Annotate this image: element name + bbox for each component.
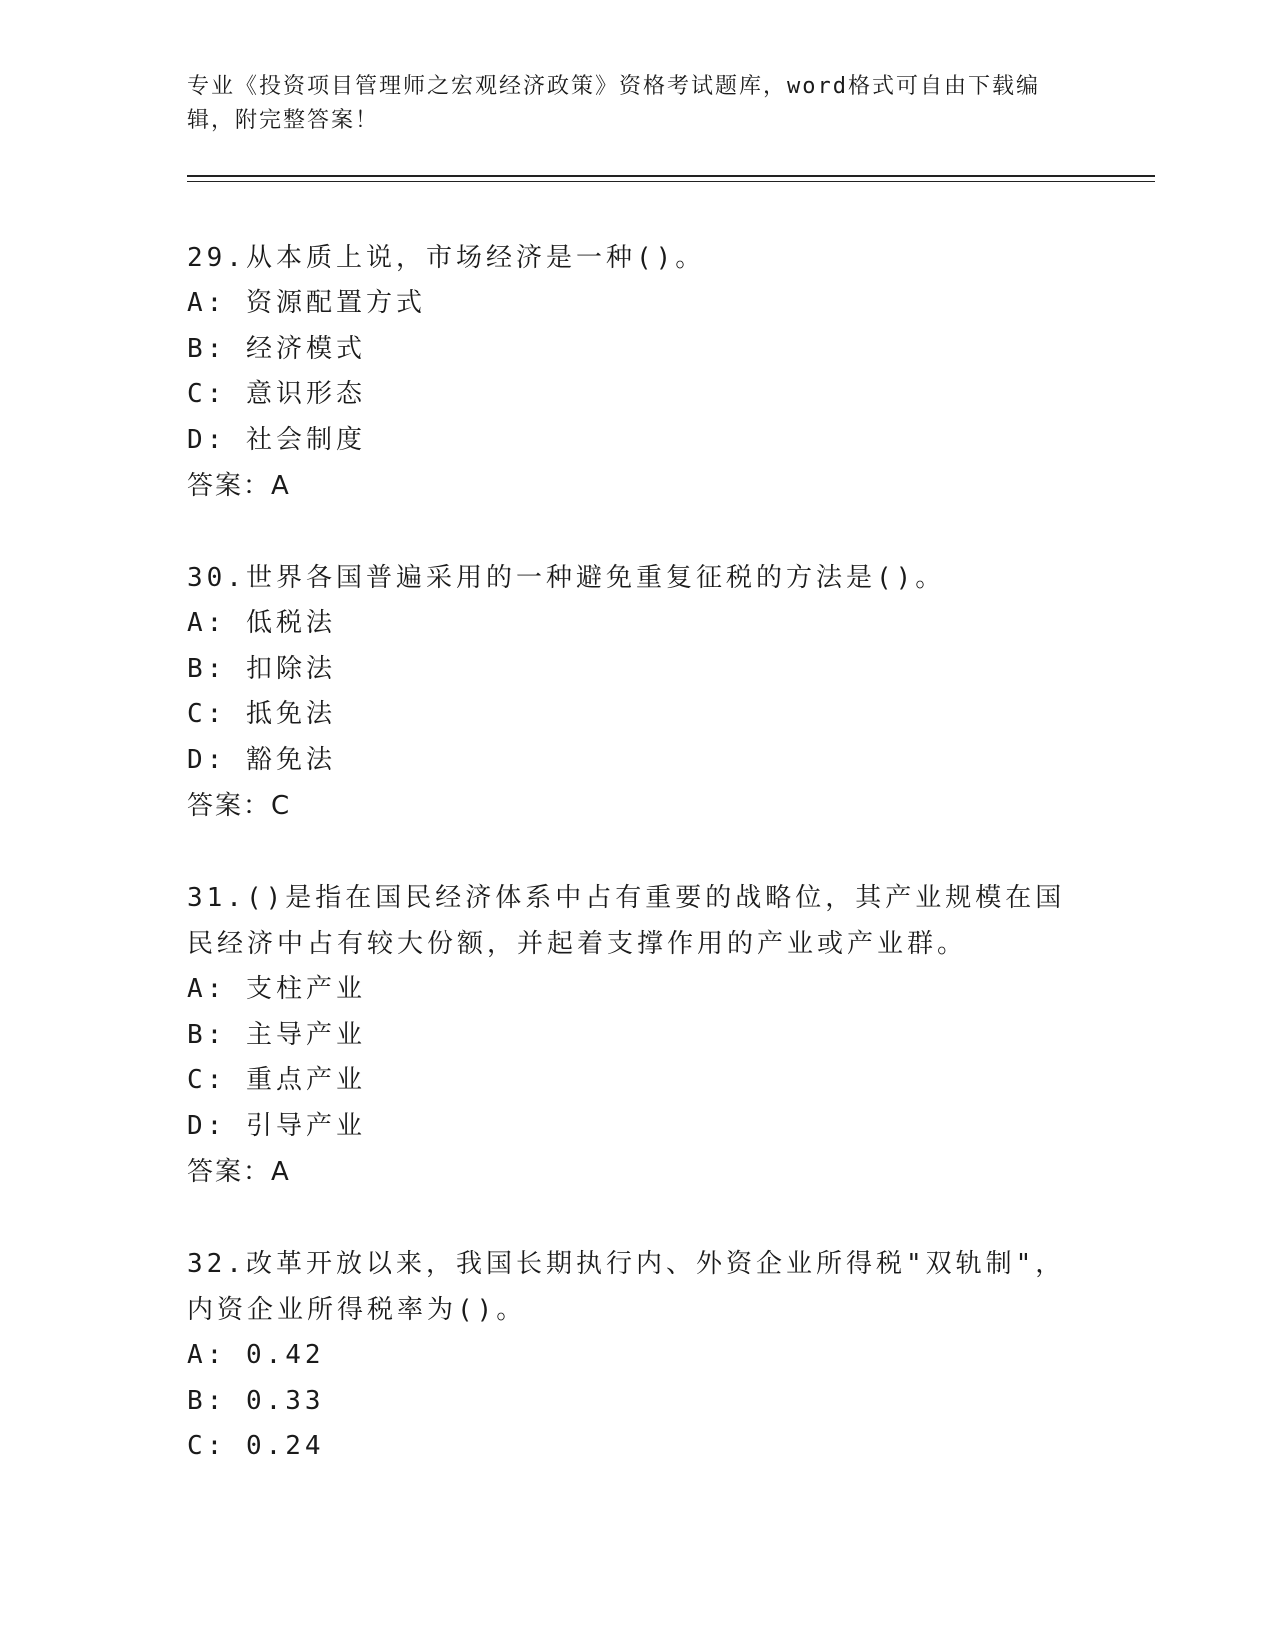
option-b: B: 经济模式: [187, 333, 366, 364]
question-list: [187, 235, 1087, 1516]
question-30: [187, 555, 1087, 829]
answer-line: 答案：A: [187, 471, 291, 501]
question-29: [187, 235, 1087, 509]
option-d: D: 豁免法: [187, 744, 336, 775]
option-c: C: 抵免法: [187, 699, 336, 729]
question-stem: 30.世界各国普遍采用的一种避免重复征税的方法是()。: [187, 563, 946, 593]
header-divider-bottom: [187, 181, 1155, 182]
option-a: A: 低税法: [187, 608, 336, 638]
option-a: A: 支柱产业: [187, 974, 366, 1004]
question-stem: 31.()是指在国民经济体系中占有重要的战略位，其产业规模在国民经济中占有较大份额，并起着支撑作用的产业或产业群。: [187, 883, 1066, 959]
question-32: [187, 1241, 1087, 1470]
header-divider-top: [187, 175, 1155, 177]
option-c: C: 意识形态: [187, 379, 366, 409]
document-header: 专业《投资项目管理师之宏观经济政策》资格考试题库，word格式可自由下载编辑，附完整答案！: [187, 74, 1040, 133]
option-a: A: 资源配置方式: [187, 288, 426, 318]
question-31: [187, 875, 1087, 1195]
option-b: B: 主导产业: [187, 1019, 366, 1050]
question-stem: 29.从本质上说，市场经济是一种()。: [187, 243, 706, 273]
answer-line: 答案：C: [187, 791, 292, 821]
option-c: C: 0.24: [187, 1431, 325, 1461]
option-c: C: 重点产业: [187, 1065, 366, 1095]
option-b: B: 0.33: [187, 1385, 325, 1416]
option-a: A: 0.42: [187, 1340, 325, 1370]
question-stem: 32.改革开放以来，我国长期执行内、外资企业所得税"双轨制"，内资企业所得税率为()。: [187, 1249, 1066, 1325]
option-b: B: 扣除法: [187, 653, 336, 684]
answer-line: 答案：A: [187, 1157, 291, 1187]
option-d: D: 社会制度: [187, 424, 366, 455]
option-d: D: 引导产业: [187, 1110, 366, 1141]
